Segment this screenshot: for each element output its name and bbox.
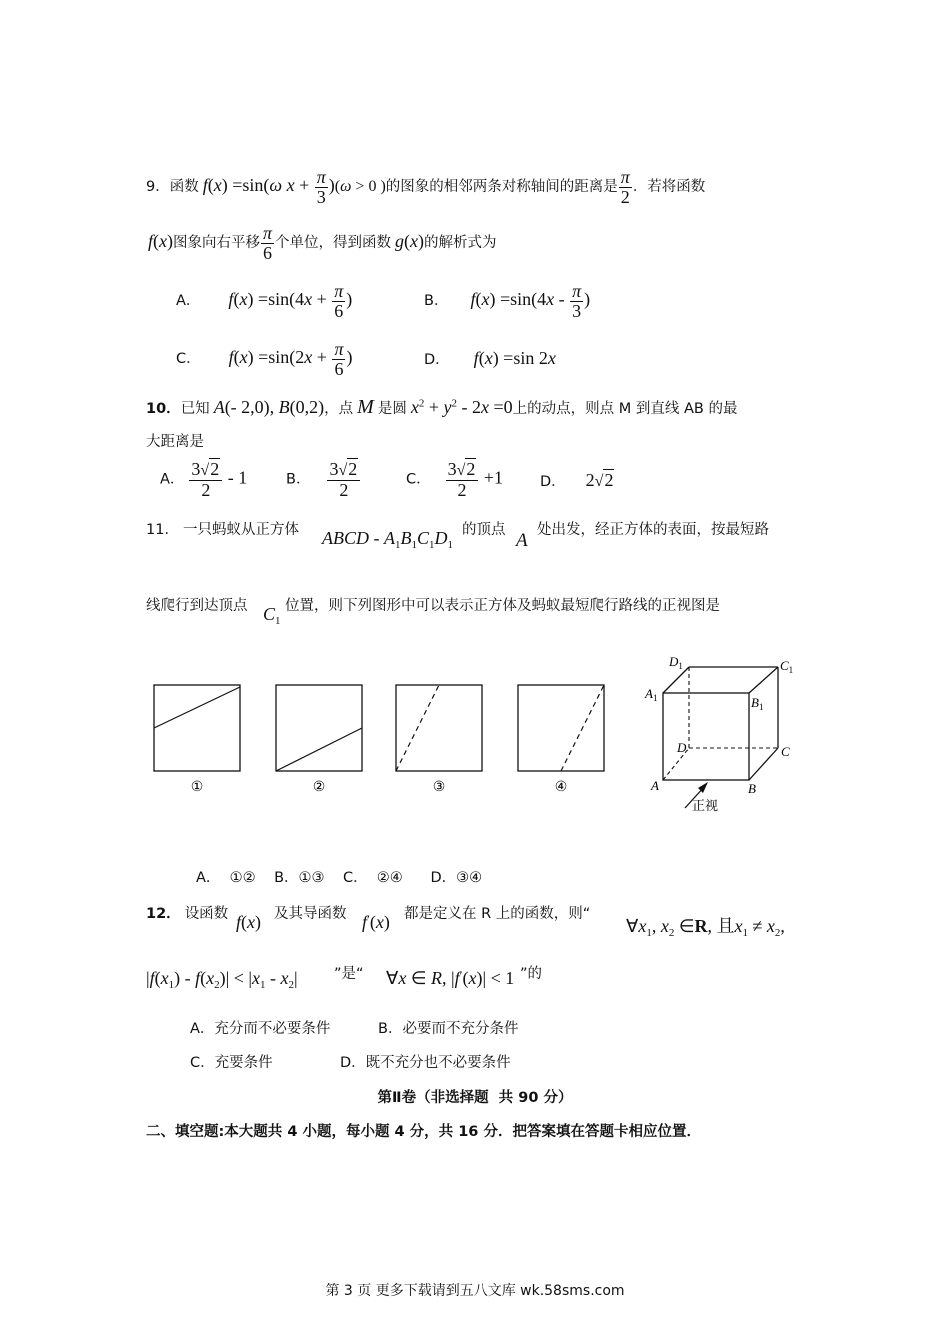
cube-label-c: C [781,744,790,759]
q11-text-5: 位置，则下列图形中可以表示正方体及蚂蚁最短爬行路线的正视图是 [285,598,720,614]
q9-text-5: 个单位，得到函数 [275,235,392,252]
q11-figure [140,650,820,820]
q12-condition-1: $\forall x_1$, $x_2$ ∈R, 且$x_1 \ne x_2$, [626,916,785,940]
q12-condition-3: ∀x ∈ R, |f′(x)| < 1 [386,968,515,988]
q12-f: f(x) [236,912,262,932]
q10-option-b: B． $\frac{3√2}{2}$ [286,460,361,500]
q9-option-c: C． f(x) =sin(2x + $\frac{\pi}{6}$ ) [176,339,353,379]
q11-vertex-a: A [516,530,528,551]
q12-text-1: 设函数 [184,906,229,922]
q10-text-1: 已知 [180,401,210,417]
q12-number: 12． [146,906,181,922]
q12-option-b: B．必要而不充分条件 [378,1021,519,1037]
section-2-title: 第Ⅱ卷（非选择题 共 90 分） [377,1090,573,1106]
q9-text-1: 函数 [169,179,199,196]
cube-view-label: 正视 [692,798,719,813]
cube-label-b1: $B_1$ [751,695,764,712]
q11-cube-name: ABCD - $A_1B_1C_1D_1$ [322,528,454,552]
front-view-3 [396,685,482,771]
q11-text-1: 一只蚂蚁从正方体 [182,522,299,538]
q12-option-d: D．既不充分也不必要条件 [340,1055,511,1071]
cube-label-d: D [677,740,687,755]
question-9-line-2: f(x)图象向右平移 $\frac{\pi}{6}$ 个单位，得到函数 g(x)的解析式为 [148,223,497,263]
q10-text-5: 大距离是 [146,434,204,450]
cube-label-c1: $C_1$ [780,658,794,675]
question-12-line-1 [146,902,228,923]
q9-option-d: D． f(x) =sin 2x [424,348,556,368]
cube-label-b: B [748,781,756,796]
q10-option-a: A． $\frac{3√2}{2}$ - 1 [160,459,248,500]
front-view-4 [518,685,604,771]
q11-text-4: 线爬行到达顶点 [146,598,248,614]
section-2-instructions: 二、填空题:本大题共 4 小题，每小题 4 分，共 16 分．把答案填在答题卡相应位置． [146,1124,701,1140]
q9-number: 9． [146,179,170,196]
fig-label-4: ④ [554,780,568,795]
page-footer: 第 3 页 更多下载请到五八文库 wk.58sms.com [325,1283,625,1299]
cube-label-a: A [651,778,659,793]
q12-text-4: ”是“ [334,966,364,982]
q12-text-2: 及其导函数 [274,906,347,922]
q12-option-c: C．充要条件 [190,1055,273,1071]
q12-text-3: 都是定义在 R 上的函数，则“ [404,906,591,922]
q11-answer-choices: A． ①② B．①③ C． ②④ D．③④ [196,870,483,886]
fig-label-2: ② [312,780,326,795]
cube-label-d1: $D_1$ [669,654,683,671]
question-10-line-1: 10．已知 A(- 2,0), B(0,2)，点 M 是圆 $x^2 + y^2 - 2x =0$上的动点，则点 M 到直线 AB 的最 [146,396,738,418]
q9-text-6: 的解析式为 [424,235,497,252]
q12-fprime: f′(x) [362,912,390,932]
q11-vertex-c1: $C_1$ [263,604,281,628]
fig-label-3: ③ [432,780,446,795]
q12-condition-2: $|f(x_1) - f(x_2)| < |x_1 - x_2|$ [146,968,298,992]
question-11-line-1 [146,518,299,539]
q9-frac-pi-6: $\frac{\pi}{6}$ [263,223,273,263]
front-view-1 [154,685,240,771]
cube-diagram [663,667,778,808]
q10-number: 10． [146,401,181,417]
q9-formula-f: f [202,175,208,196]
q10-text-2: ，点 [324,401,354,417]
question-9-line-1: 9．函数 f(x) =sin(ω x + $\frac{\pi}{3}$ )(ω > 0 )的图象的相邻两条对称轴间的距离是 $\frac{\pi}{2}$ ．若将函数 [146,167,706,207]
q11-text-2: 的顶点 [462,522,506,538]
fig-label-1: ① [190,780,204,795]
q12-option-a: A．充分而不必要条件 [190,1021,331,1037]
q9-text-2: 的图象的相邻两条对称轴间的距离是 [385,179,618,196]
q12-text-5: ”的 [520,966,543,982]
q10-option-c: C． $\frac{3√2}{2}$ +1 [406,459,504,500]
q10-text-4: 上的动点，则点 M 到直线 AB 的最 [512,401,738,417]
q11-text-3: 处出发，经正方体的表面，按最短路 [537,522,769,538]
cube-label-a1: $A_1$ [645,686,658,703]
q9-text-4: 图象向右平移 [173,235,261,252]
q9-frac-pi-3: $\frac{\pi}{3}$ [316,167,326,207]
q9-option-a: A． f(x) =sin(4x + $\frac{\pi}{6}$ ) [176,281,353,321]
q10-text-3: 是圆 [377,401,407,417]
q9-frac-pi-2: $\frac{\pi}{2}$ [620,167,630,207]
front-view-2 [276,685,362,771]
q11-number: 11． [146,522,179,538]
q9-text-3: ．若将函数 [632,179,706,196]
q9-option-b: B． f(x) =sin(4x - $\frac{\pi}{3}$ ) [424,281,591,321]
q10-option-d: D． 2√2 [540,470,614,490]
